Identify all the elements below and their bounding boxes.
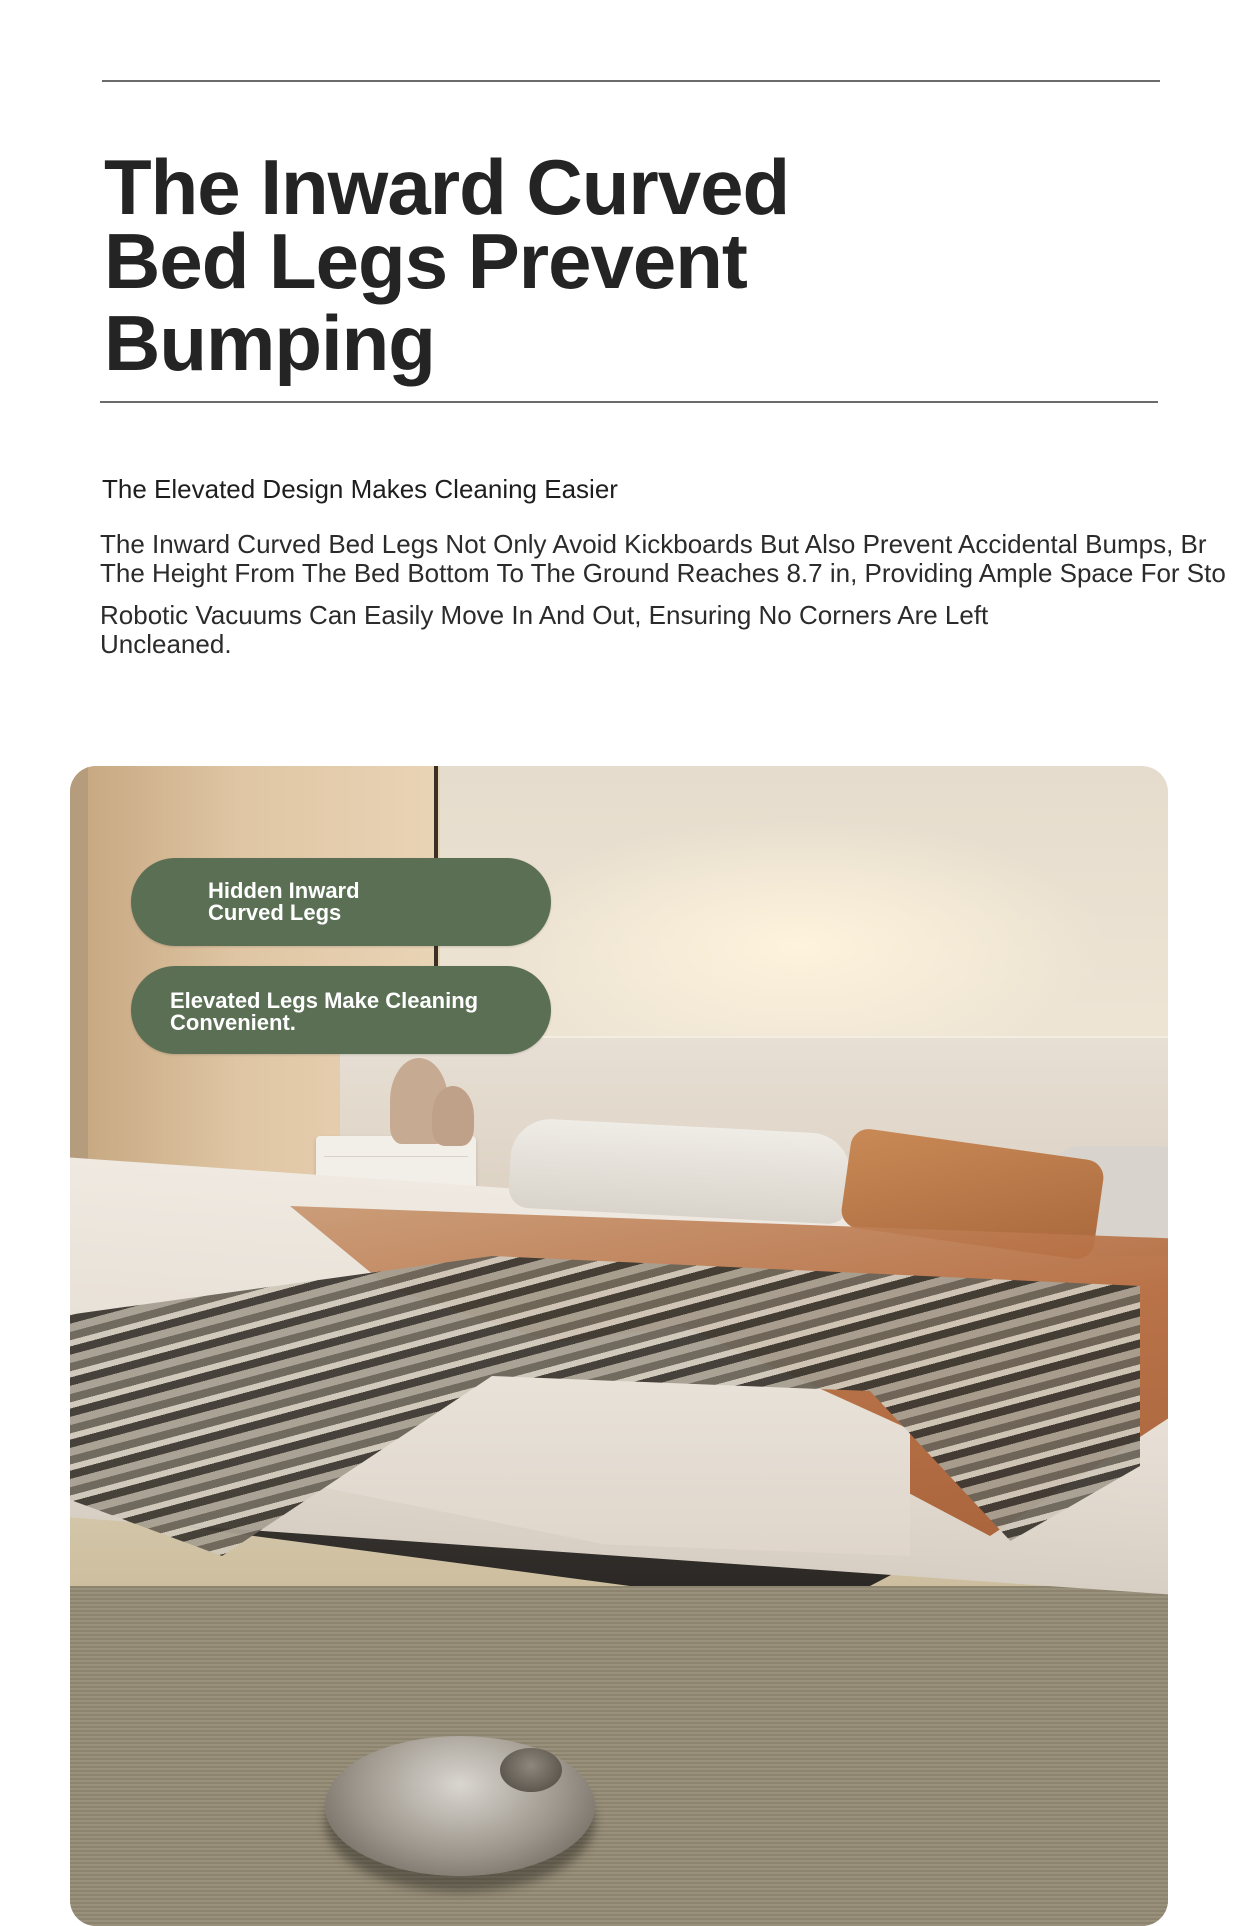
pillow-white bbox=[508, 1117, 852, 1225]
section-subheading: The Elevated Design Makes Cleaning Easier bbox=[102, 474, 618, 504]
robot-vacuum-paragraph: Robotic Vacuums Can Easily Move In And Out, Ensuring No Corners Are Left Uncleaned. bbox=[100, 600, 989, 659]
robot-vacuum-sensor bbox=[500, 1748, 562, 1792]
title-line-1: The Inward Curved bbox=[104, 143, 790, 231]
feature-label-elevated-legs bbox=[131, 966, 551, 1054]
vase-small bbox=[432, 1086, 474, 1146]
page-title bbox=[104, 143, 790, 387]
feature-label-text: Elevated Legs Make Cleaning Convenient. bbox=[170, 988, 479, 1035]
description-line-1: The Inward Curved Bed Legs Not Only Avoid Kickboards But Also Prevent Accidental Bumps, Br bbox=[100, 529, 1207, 559]
title-line-3: Bumping bbox=[104, 299, 435, 387]
top-divider bbox=[102, 80, 1160, 82]
feature-label-text: Hidden Inward Curved Legs bbox=[208, 878, 360, 925]
description-paragraph bbox=[100, 530, 1226, 588]
bottom-divider bbox=[100, 401, 1158, 403]
feature-label-hidden-legs bbox=[131, 858, 551, 946]
description-line-2: The Height From The Bed Bottom To The Ground Reaches 8.7 in, Providing Ample Space For Sto bbox=[100, 558, 1226, 588]
title-line-2: Bed Legs Prevent bbox=[104, 217, 747, 305]
bedroom-photo bbox=[70, 766, 1168, 1926]
rug bbox=[70, 1586, 1168, 1926]
